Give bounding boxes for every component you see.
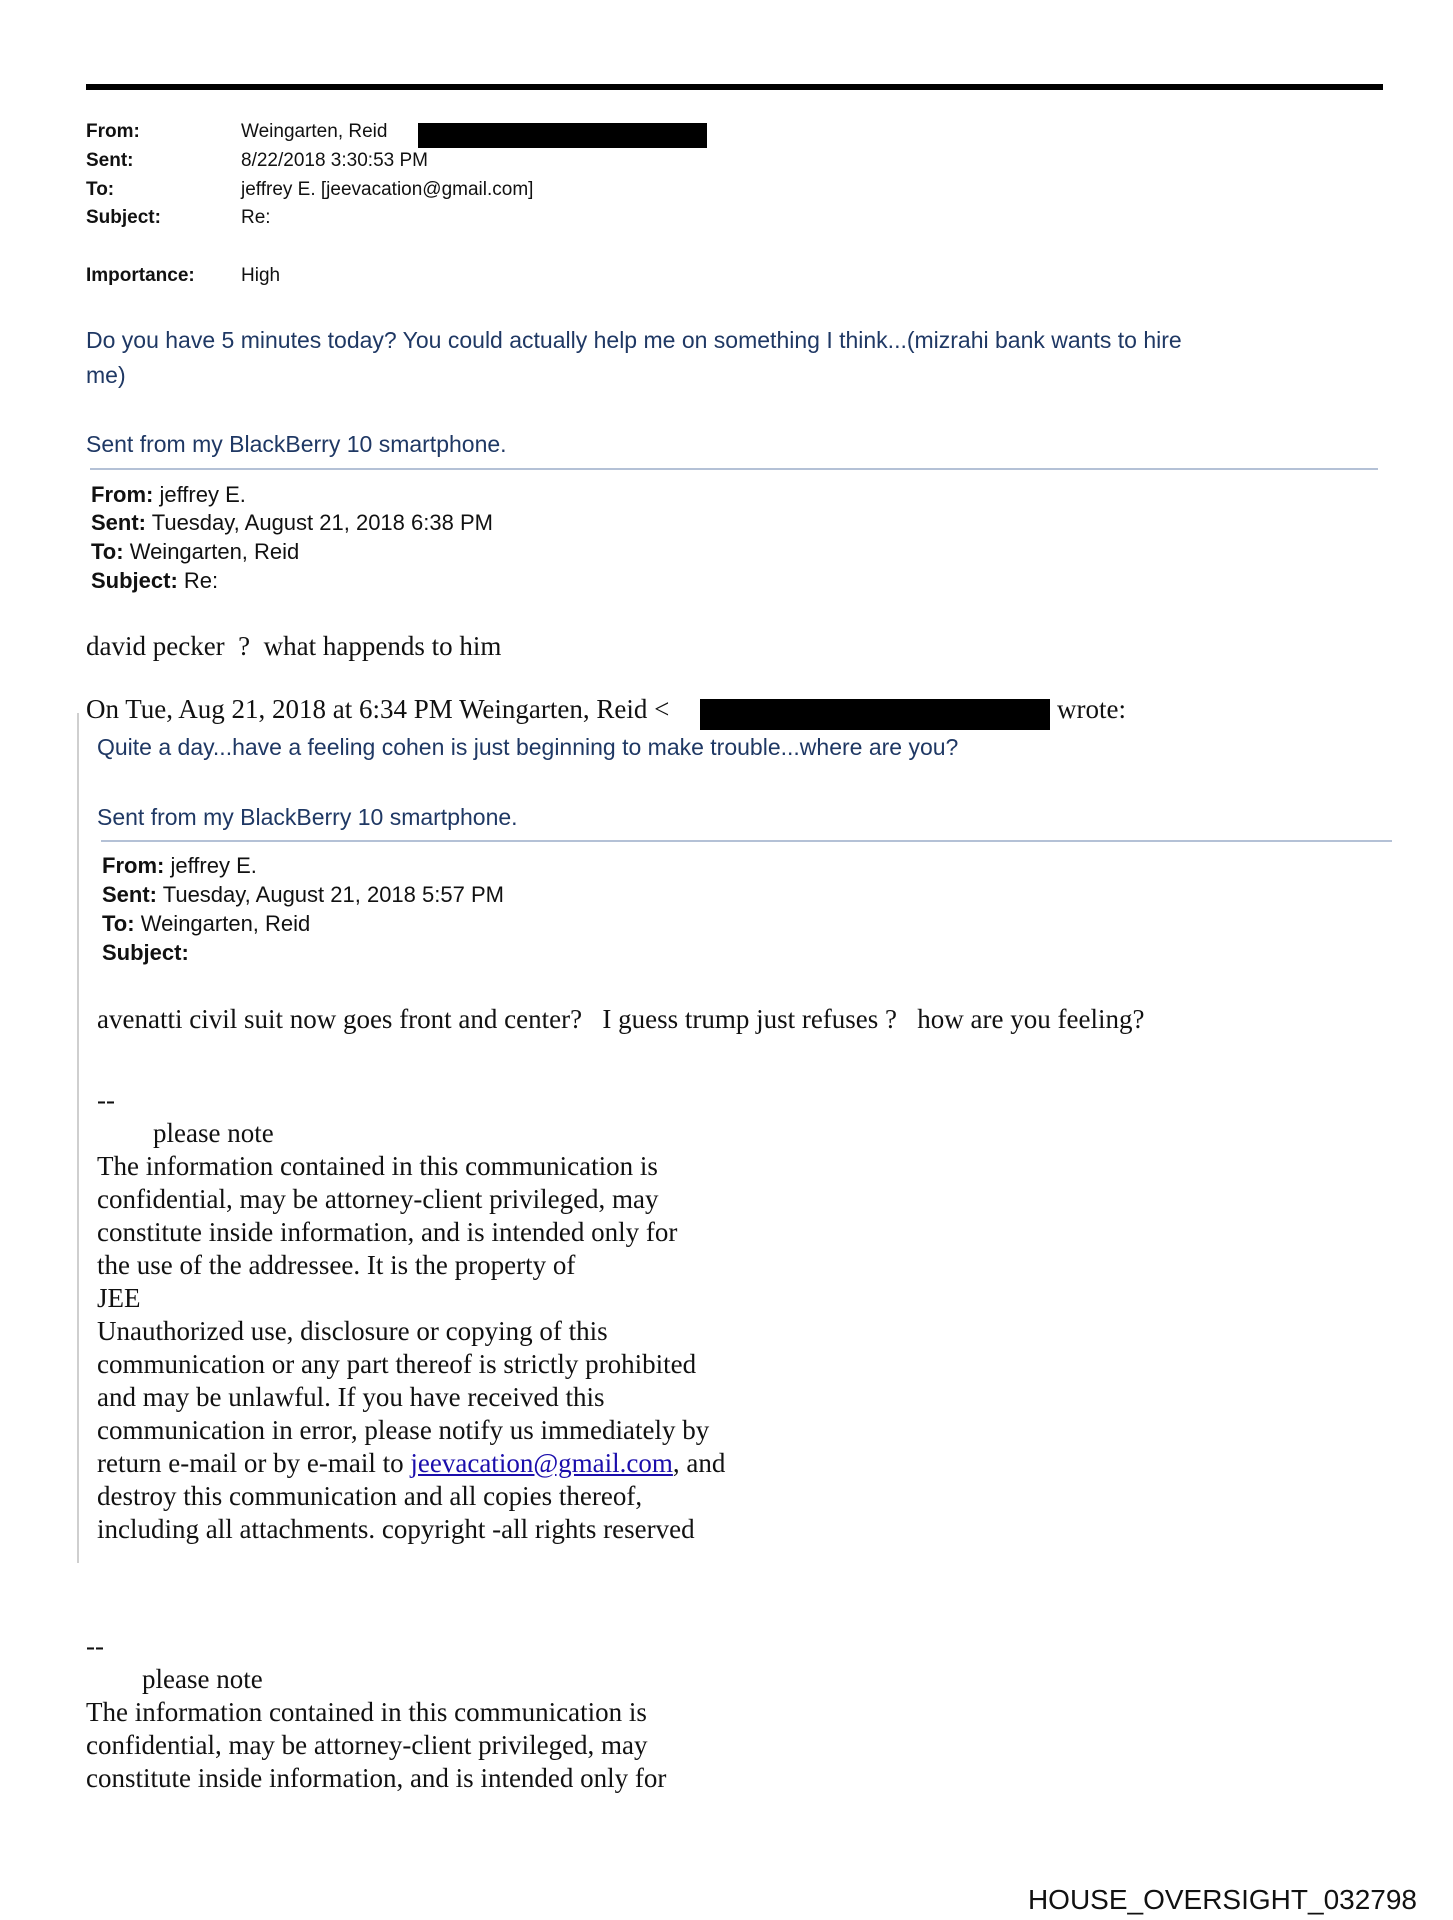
header-sent-value: 8/22/2018 3:30:53 PM (241, 150, 428, 171)
message-body-line: Quite a day...have a feeling cohen is just beginning to make trouble...where are you? (97, 734, 959, 760)
email-line-suffix: , and (672, 1448, 726, 1478)
reply-header-subject (91, 568, 218, 594)
to-value: Weingarten, Reid (129, 539, 300, 564)
disclaimer-please-note: please note (153, 1118, 274, 1148)
disclaimer-line: communication in error, please notify us immediately by (97, 1415, 710, 1445)
bates-number: HOUSE_OVERSIGHT_032798 (1027, 1884, 1417, 1915)
disclaimer-line: confidential, may be attorney-client privileged, may (97, 1184, 659, 1214)
redaction-box (700, 699, 1050, 730)
separator-line (90, 468, 1378, 470)
to-label: To: (91, 539, 124, 564)
header-from-label: From: (86, 121, 140, 142)
from-label: From: (91, 482, 154, 507)
to-value: Weingarten, Reid (140, 911, 311, 936)
disclaimer-line: Unauthorized use, disclosure or copying of this (97, 1316, 608, 1346)
disclaimer-line: confidential, may be attorney-client privileged, may (86, 1730, 648, 1760)
message-body-line: me) (86, 362, 126, 388)
message-signature: Sent from my BlackBerry 10 smartphone. (86, 431, 507, 457)
reply-header-from (91, 482, 246, 508)
header-sent-label: Sent: (86, 150, 134, 171)
subject-value: Re: (183, 568, 219, 593)
disclaimer-line: communication or any part thereof is strictly prohibited (97, 1349, 697, 1379)
sent-label: Sent: (102, 882, 157, 907)
reply-header-sent (91, 510, 493, 536)
message-signature: Sent from my BlackBerry 10 smartphone. (97, 804, 518, 830)
sent-value: Tuesday, August 21, 2018 6:38 PM (151, 510, 493, 535)
reply-body: david pecker ? what happends to him (86, 631, 502, 661)
redaction-box (418, 123, 707, 148)
header-subject-value: Re: (241, 207, 271, 228)
disclaimer-line: constitute inside information, and is intended only for (97, 1217, 678, 1247)
to-label: To: (102, 911, 135, 936)
disclaimer-line: destroy this communication and all copies thereof, (97, 1481, 643, 1511)
reply-header-sent (102, 882, 504, 908)
header-from-value: Weingarten, Reid (241, 121, 388, 142)
disclaimer-dashes: -- (86, 1631, 104, 1661)
sent-value: Tuesday, August 21, 2018 5:57 PM (162, 882, 504, 907)
quote-bar (77, 713, 79, 1563)
subject-label: Subject: (102, 940, 189, 965)
subject-label: Subject: (91, 568, 178, 593)
reply-header-to (102, 911, 310, 937)
disclaimer-please-note: please note (142, 1664, 263, 1694)
reply-header-from (102, 853, 257, 879)
reply-header-subject (102, 940, 189, 966)
disclaimer-line: constitute inside information, and is intended only for (86, 1763, 667, 1793)
disclaimer-line: The information contained in this communication is (97, 1151, 658, 1181)
disclaimer-line: The information contained in this communication is (86, 1697, 647, 1727)
disclaimer-line: including all attachments. copyright -all rights reserved (97, 1514, 695, 1544)
header-importance-value: High (241, 265, 281, 286)
disclaimer-dashes: -- (97, 1085, 115, 1115)
header-subject-label: Subject: (86, 207, 161, 228)
email-line-prefix: return e-mail or by e-mail to (97, 1448, 411, 1478)
message-body-line: Do you have 5 minutes today? You could actually help me on something I think...(mizrahi bank wants to hire (86, 327, 1182, 353)
header-to-value: jeffrey E. [jeevacation@gmail.com] (241, 179, 534, 200)
reply-body: avenatti civil suit now goes front and center? I guess trump just refuses ? how are you feeling? (97, 1004, 1145, 1034)
quote-intro-suffix: wrote: (1057, 694, 1126, 724)
from-value: jeffrey E. (159, 482, 246, 507)
from-label: From: (102, 853, 165, 878)
from-value: jeffrey E. (170, 853, 257, 878)
header-to-label: To: (86, 179, 115, 200)
disclaimer-email-line (97, 1447, 725, 1480)
quote-intro-prefix: On Tue, Aug 21, 2018 at 6:34 PM Weingarten, Reid < (86, 694, 670, 724)
disclaimer-line: and may be unlawful. If you have received this (97, 1382, 605, 1412)
disclaimer-block (97, 1084, 725, 1546)
email-link[interactable]: jeevacation@gmail.com (410, 1448, 673, 1478)
top-rule (86, 84, 1383, 90)
disclaimer-line: JEE (97, 1283, 141, 1313)
reply-header-to (91, 539, 299, 565)
disclaimer-line: the use of the addressee. It is the property of (97, 1250, 576, 1280)
header-importance-label: Importance: (86, 265, 195, 286)
sent-label: Sent: (91, 510, 146, 535)
separator-line (101, 840, 1392, 842)
disclaimer-block (86, 1630, 666, 1795)
